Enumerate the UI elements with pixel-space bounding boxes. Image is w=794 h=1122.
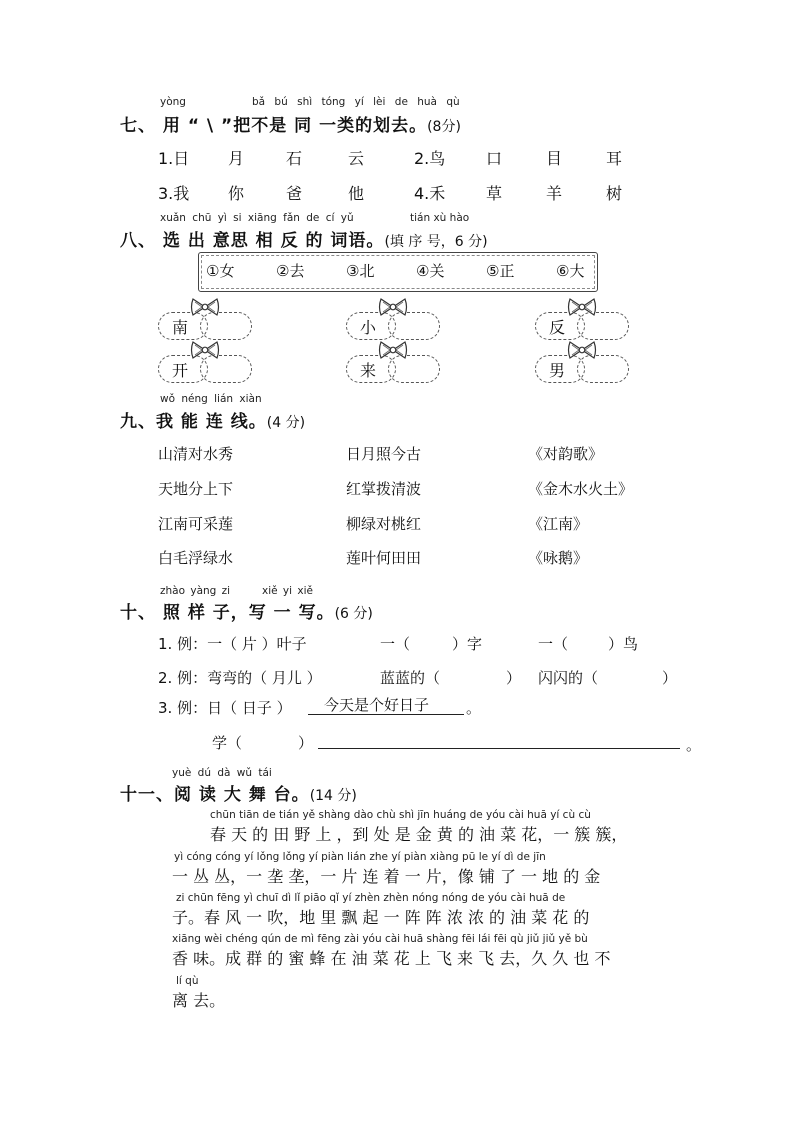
passage-pinyin-4: xiāng wèi chéng qún de mì fēng zài yóu cài huā shàng fēi lái fēi qù jiǔ jiǔ yě bù bbox=[172, 933, 588, 945]
q10-l3-underline bbox=[308, 714, 464, 715]
q7-r1-7: 目 bbox=[546, 149, 563, 168]
pinyin-q10-a: zhào yàng zi bbox=[160, 585, 231, 597]
q8-options-box bbox=[198, 252, 598, 292]
pinyin-q10-b: xiě yi xiě bbox=[262, 585, 313, 597]
q8-option-3: ③北 bbox=[346, 262, 375, 280]
q9-c1-2[interactable]: 天地分上下 bbox=[158, 480, 234, 498]
q9-c3-4[interactable]: 《咏鹅》 bbox=[528, 549, 589, 567]
bow-icon bbox=[378, 297, 408, 317]
q7-r2-7: 羊 bbox=[546, 184, 563, 203]
q7-r1-3: 石 bbox=[286, 149, 303, 168]
q10-l1-d: ）鸟 bbox=[608, 635, 639, 653]
passage-line-1: 春 天 的 田 野 上 ，到 处 是 金 黄 的 油 菜 花，一 簇 簇， bbox=[210, 825, 628, 844]
q9-c2-3[interactable]: 柳绿对桃红 bbox=[346, 515, 422, 533]
q8-option-4: ④关 bbox=[416, 262, 445, 280]
q10-l3-example: 3. 例：日（ 日子 ） bbox=[158, 699, 292, 717]
q10-l1-a: 一（ bbox=[380, 635, 411, 653]
q10-l1-b: ）字 bbox=[452, 635, 483, 653]
q10-l2-example: 2. 例：弯弯的（ 月儿 ） bbox=[158, 669, 322, 687]
q10-title: 十、 照 样 子，写 一 写。 bbox=[120, 603, 335, 623]
q10-l3-end: 。 bbox=[466, 699, 482, 717]
q7-r1-1: 1.日 bbox=[158, 149, 190, 168]
q9-score: (4 分) bbox=[266, 415, 306, 431]
q9-c2-2[interactable]: 红掌拨清波 bbox=[346, 480, 422, 498]
q8-title: 八、 选 出 意思 相 反 的 词语。 bbox=[120, 231, 385, 251]
q9-c3-3[interactable]: 《江南》 bbox=[528, 515, 589, 533]
passage-pinyin-3: zi chūn fēng yì chuī dì lǐ piāo qǐ yí zhèn zhèn nóng nóng de yóu cài huā de bbox=[176, 892, 566, 904]
q9-c3-2[interactable]: 《金木水火土》 bbox=[528, 480, 634, 498]
pill-word: 男 bbox=[549, 361, 566, 380]
q9-c1-4[interactable]: 白毛浮绿水 bbox=[158, 549, 234, 567]
pill-word: 小 bbox=[360, 318, 377, 337]
q7-r1-8: 耳 bbox=[606, 149, 623, 168]
pinyin-q7-a: yòng bbox=[160, 96, 186, 108]
q8-option-2: ②去 bbox=[276, 262, 305, 280]
q8-option-5: ⑤正 bbox=[486, 262, 515, 280]
pinyin-q8-a: xuǎn chū yì si xiāng fǎn de cí yǔ bbox=[160, 212, 354, 224]
q8-pill-4 bbox=[158, 355, 252, 383]
pill-word: 开 bbox=[172, 361, 189, 380]
q8-pill-2 bbox=[346, 312, 440, 340]
q7-r1-2: 月 bbox=[228, 149, 245, 168]
q10-l2-d: ） bbox=[662, 669, 678, 687]
q7-heading bbox=[120, 111, 461, 136]
q10-l4-answer-line[interactable] bbox=[318, 748, 680, 749]
pill-word: 反 bbox=[549, 318, 566, 337]
passage-line-5: 离 去。 bbox=[172, 991, 226, 1010]
q9-heading bbox=[120, 407, 305, 432]
pinyin-q11: yuè dú dà wǔ tái bbox=[172, 767, 272, 779]
q10-score: (6 分) bbox=[334, 606, 373, 622]
q10-l4-open: 学（ bbox=[212, 734, 243, 752]
q7-title: 七、 用 “ \ ”把不是 同 一类的划去。 bbox=[120, 116, 428, 136]
q8-heading bbox=[120, 226, 488, 251]
q8-pill-3 bbox=[535, 312, 629, 340]
q7-r2-3: 爸 bbox=[286, 184, 303, 203]
passage-line-2: 一 丛 丛，一 垄 垄，一 片 连 着 一 片，像 铺 了 一 地 的 金 bbox=[172, 867, 601, 886]
q10-l3-sample: 今天是个好日子 bbox=[324, 696, 430, 714]
q9-c2-4[interactable]: 莲叶何田田 bbox=[346, 549, 422, 567]
passage-pinyin-5: lí qù bbox=[176, 975, 199, 987]
q7-r2-5: 4.禾 bbox=[414, 184, 446, 203]
q7-r1-6: 口 bbox=[486, 149, 503, 168]
q10-heading bbox=[120, 598, 373, 623]
pinyin-q8-b: tián xù hào bbox=[410, 212, 470, 224]
passage-line-4: 香 味。成 群 的 蜜 蜂 在 油 菜 花 上 飞 来 飞 去，久 久 也 不 bbox=[172, 949, 611, 968]
bow-icon bbox=[190, 340, 220, 360]
q7-r2-6: 草 bbox=[486, 184, 503, 203]
q7-r1-4: 云 bbox=[348, 149, 365, 168]
q9-c1-1[interactable]: 山清对水秀 bbox=[158, 445, 234, 463]
q8-score: (填 序 号，6 分) bbox=[384, 234, 488, 250]
q8-pill-5 bbox=[346, 355, 440, 383]
q9-c3-1[interactable]: 《对韵歌》 bbox=[528, 445, 604, 463]
bow-icon bbox=[567, 340, 597, 360]
q10-l1-c: 一（ bbox=[538, 635, 569, 653]
bow-icon bbox=[378, 340, 408, 360]
passage-pinyin-1: chūn tiān de tián yě shàng dào chù shì jīn huáng de yóu cài huā yí cù cù bbox=[210, 809, 591, 821]
pill-word: 来 bbox=[360, 361, 377, 380]
q7-r2-8: 树 bbox=[606, 184, 623, 203]
q7-r1-5: 2.鸟 bbox=[414, 149, 446, 168]
q9-c1-3[interactable]: 江南可采莲 bbox=[158, 515, 234, 533]
q9-c2-1[interactable]: 日月照今古 bbox=[346, 445, 422, 463]
q10-l4-close: ） bbox=[298, 734, 314, 752]
q8-pill-6 bbox=[535, 355, 629, 383]
q7-r2-1: 3.我 bbox=[158, 184, 190, 203]
q7-r2-2: 你 bbox=[228, 184, 245, 203]
pinyin-q9: wǒ néng lián xiàn bbox=[160, 393, 262, 405]
q9-title: 九、我 能 连 线。 bbox=[120, 412, 267, 432]
q8-option-1: ①女 bbox=[206, 262, 235, 280]
q8-pill-1 bbox=[158, 312, 252, 340]
q10-l1-example: 1. 例：一（ 片 ）叶子 bbox=[158, 635, 307, 653]
q10-l2-b: ） bbox=[506, 669, 522, 687]
q11-title: 十一、阅 读 大 舞 台。 bbox=[120, 785, 310, 805]
pinyin-q7-b: bǎ bú shì tóng yí lèi de huà qù bbox=[252, 96, 460, 108]
q10-l2-c: 闪闪的（ bbox=[538, 669, 599, 687]
bow-icon bbox=[190, 297, 220, 317]
bow-icon bbox=[567, 297, 597, 317]
passage-pinyin-2: yì cóng cóng yí lǒng lǒng yí piàn lián zhe yí piàn xiàng pū le yí dì de jīn bbox=[174, 851, 546, 863]
q7-score: (8分) bbox=[427, 119, 461, 135]
q11-score: (14 分) bbox=[309, 788, 357, 804]
q11-heading bbox=[120, 780, 357, 805]
q10-l2-a: 蓝蓝的（ bbox=[380, 669, 441, 687]
q7-r2-4: 他 bbox=[348, 184, 365, 203]
pill-word: 南 bbox=[172, 318, 189, 337]
q8-option-6: ⑥大 bbox=[556, 262, 585, 280]
passage-line-3: 子。春 风 一 吹，地 里 飘 起 一 阵 阵 浓 浓 的 油 菜 花 的 bbox=[172, 908, 590, 927]
q10-l4-end: 。 bbox=[686, 736, 702, 754]
